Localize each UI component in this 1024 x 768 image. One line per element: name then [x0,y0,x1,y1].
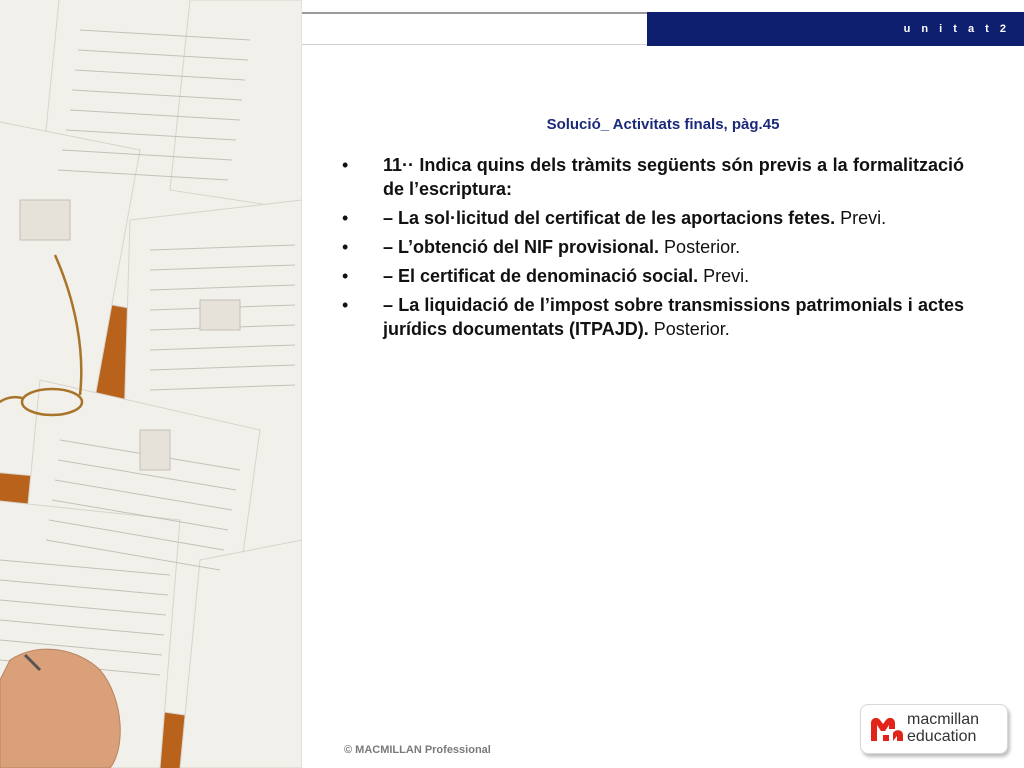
bullet: • [342,155,349,175]
logo-line-2: education [907,728,977,745]
background-photo [0,0,302,768]
bullet: • [342,208,349,228]
bullet: • [342,295,349,315]
header-rule [302,12,648,14]
macmillan-m-icon [869,715,905,743]
item-answer: Previ. [835,208,887,228]
item-bold-text: – La liquidació de l’impost sobre transmissions patrimonials i actes jurídics documentats (ITPAJD). [383,295,964,339]
item-bold-text: – El certificat de denominació social. [383,266,699,286]
item-answer: Posterior. [659,237,741,257]
header-rule-lower [302,44,648,45]
activity-list [342,153,964,346]
list-item [342,206,964,230]
item-answer: Previ. [698,266,750,286]
bullet: • [342,237,349,257]
copyright-text: © MACMILLAN Professional [344,744,491,756]
header-band [647,12,1024,46]
unit-label: u n i t a t 2 [903,23,1010,35]
logo-line-1: macmillan [907,711,980,728]
macmillan-education-logo [860,704,1008,754]
list-item [342,264,964,288]
item-bold-text: 11·· Indica quins dels tràmits següents són previs a la formalització de l’escriptura: [383,155,964,199]
item-bold-text: – La sol·licitud del certificat de les aportacions fetes. [383,208,836,228]
list-item [342,235,964,259]
item-bold-text: – L’obtenció del NIF provisional. [383,237,660,257]
list-item [342,153,964,201]
logo-text [907,711,979,745]
item-answer: Posterior. [648,319,730,339]
slide-title: Solució_ Activitats finals, pàg.45 [546,116,780,133]
bullet: • [342,266,349,286]
list-item [342,293,964,341]
